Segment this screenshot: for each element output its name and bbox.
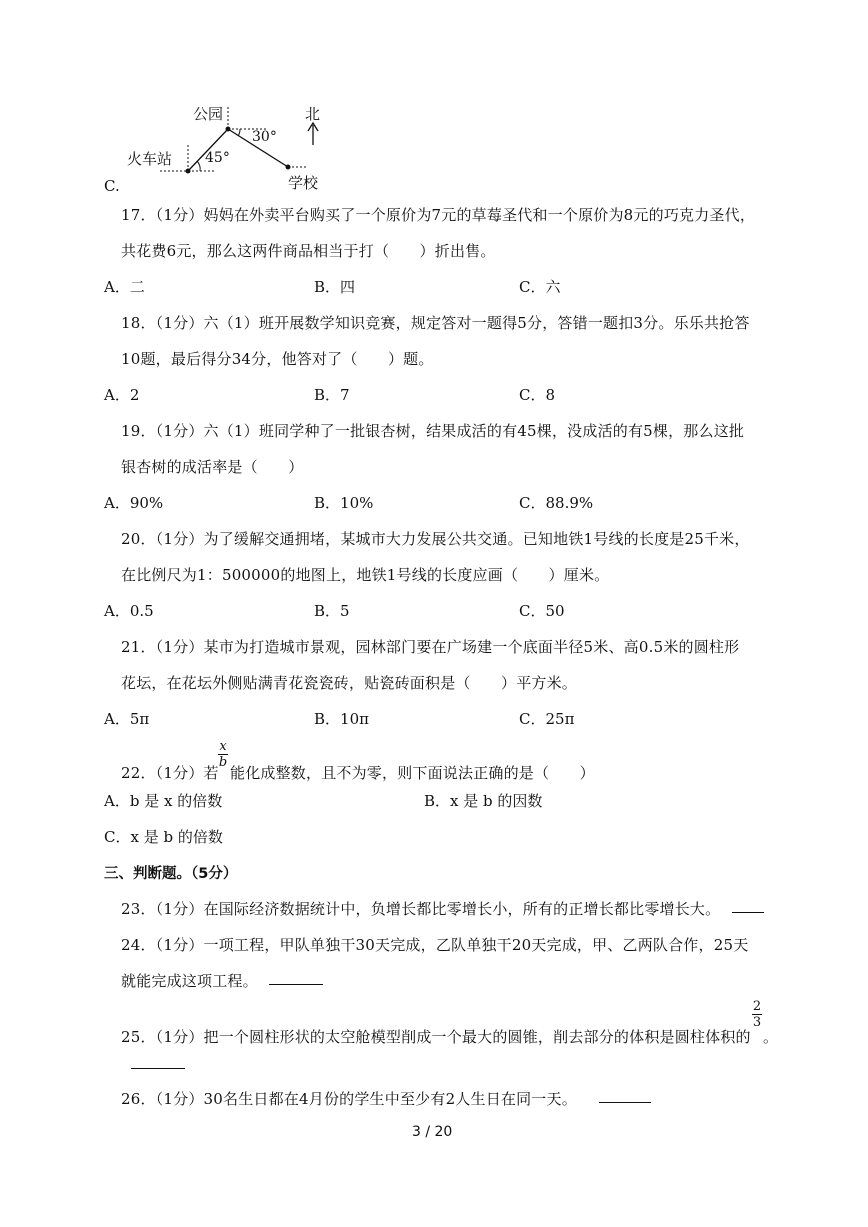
q22-option-c[interactable]: C．x 是 b 的倍数 bbox=[104, 828, 223, 846]
q17-option-b[interactable]: B．四 bbox=[314, 278, 356, 296]
q21-line2: 花坛，在花坛外侧贴满青花瓷瓷砖，贴瓷砖面积是（ ）平方米。 bbox=[121, 674, 578, 692]
q18-option-b[interactable]: B．7 bbox=[314, 386, 350, 404]
angle-45-arc bbox=[197, 161, 200, 171]
option-c-label: C. bbox=[104, 177, 120, 195]
q25-fraction-numerator: 2 bbox=[752, 999, 762, 1014]
section-title-judgement: 三、判断题。（5分） bbox=[104, 866, 238, 882]
q20-option-a[interactable]: A．0.5 bbox=[104, 602, 154, 620]
q17-option-a[interactable]: A．二 bbox=[104, 278, 145, 296]
q22-fraction bbox=[218, 740, 228, 769]
q23-line1: 23．（1分）在国际经济数据统计中，负增长都比零增长小，所有的正增长都比零增长大。 bbox=[121, 900, 721, 918]
q22-option-a[interactable]: A．b 是 x 的倍数 bbox=[104, 792, 223, 810]
q22-fraction-numerator: x bbox=[219, 739, 227, 754]
q21-line1: 21．（1分）某市为打造城市景观，园林部门要在广场建一个底面半径5米、高0.5米的圆柱形 bbox=[121, 638, 740, 656]
q26-line1: 26．（1分）30名生日都在4月份的学生中至少有2人生日在同一天。 bbox=[121, 1090, 577, 1108]
q17-line2: 共花费6元，那么这两件商品相当于打（ ）折出售。 bbox=[121, 242, 496, 260]
q25-end-mark: 。 bbox=[763, 1028, 779, 1046]
q19-line1: 19．（1分）六（1）班同学种了一批银杏树，结果成活的有45棵，没成活的有5棵，那么这批 bbox=[121, 422, 745, 440]
q25-fraction-denominator: 3 bbox=[752, 1015, 762, 1030]
angle-30-arc bbox=[238, 129, 240, 136]
q21-option-a[interactable]: A．5π bbox=[104, 710, 150, 728]
q21-option-c[interactable]: C．25π bbox=[519, 710, 575, 728]
q25-fraction bbox=[752, 1000, 762, 1029]
q17-option-c[interactable]: C．六 bbox=[519, 278, 561, 296]
q22-prefix: 22．（1分）若 bbox=[121, 764, 219, 782]
q20-option-c[interactable]: C．50 bbox=[519, 602, 565, 620]
q18-line1: 18．（1分）六（1）班开展数学知识竞赛，规定答对一题得5分，答错一题扣3分。乐乐共抢答 bbox=[121, 314, 750, 332]
park-label: 公园 bbox=[193, 105, 224, 123]
page-number: 3 / 20 bbox=[412, 1124, 453, 1140]
q18-option-a[interactable]: A．2 bbox=[104, 386, 140, 404]
q18-line2: 10题，最后得分34分，他答对了（ ）题。 bbox=[121, 350, 434, 368]
q25-line1: 25．（1分）把一个圆柱形状的太空舱模型削成一个最大的圆锥，削去部分的体积是圆柱体积的 bbox=[121, 1028, 751, 1046]
q21-option-b[interactable]: B．10π bbox=[314, 710, 369, 728]
angle-45-label: 45° bbox=[205, 150, 230, 166]
q26-answer-blank[interactable] bbox=[599, 1088, 651, 1103]
q20-line2: 在比例尺为1：500000的地图上，地铁1号线的长度应画（ ）厘米。 bbox=[121, 566, 610, 584]
q22-fraction-denominator: b bbox=[218, 755, 228, 770]
q20-line1: 20．（1分）为了缓解交通拥堵，某城市大力发展公共交通。已知地铁1号线的长度是25千米， bbox=[121, 530, 750, 548]
school-label: 学校 bbox=[288, 174, 319, 192]
q24-line2: 就能完成这项工程。 bbox=[121, 972, 258, 990]
q19-option-c[interactable]: C．88.9% bbox=[519, 494, 594, 512]
q22-suffix: 能化成整数，且不为零，则下面说法正确的是（ ） bbox=[230, 764, 595, 782]
q17-line1: 17．（1分）妈妈在外卖平台购买了一个原价为7元的草莓圣代和一个原价为8元的巧克力圣代， bbox=[121, 206, 756, 224]
q19-option-b[interactable]: B．10% bbox=[314, 494, 374, 512]
q19-option-a[interactable]: A．90% bbox=[104, 494, 164, 512]
q23-answer-blank[interactable] bbox=[732, 898, 764, 913]
q19-line2: 银杏树的成活率是（ ） bbox=[121, 458, 304, 476]
q22-option-b[interactable]: B．x 是 b 的因数 bbox=[424, 792, 543, 810]
q20-option-b[interactable]: B．5 bbox=[314, 602, 350, 620]
angle-30-label: 30° bbox=[252, 129, 277, 145]
q24-answer-blank[interactable] bbox=[269, 970, 323, 985]
station-label: 火车站 bbox=[127, 150, 173, 168]
q25-answer-blank[interactable] bbox=[131, 1054, 185, 1069]
north-label: 北 bbox=[305, 105, 321, 123]
q24-line1: 24．（1分）一项工程，甲队单独干30天完成，乙队单独干20天完成，甲、乙两队合作，25天 bbox=[121, 936, 749, 954]
q18-option-c[interactable]: C．8 bbox=[519, 386, 556, 404]
